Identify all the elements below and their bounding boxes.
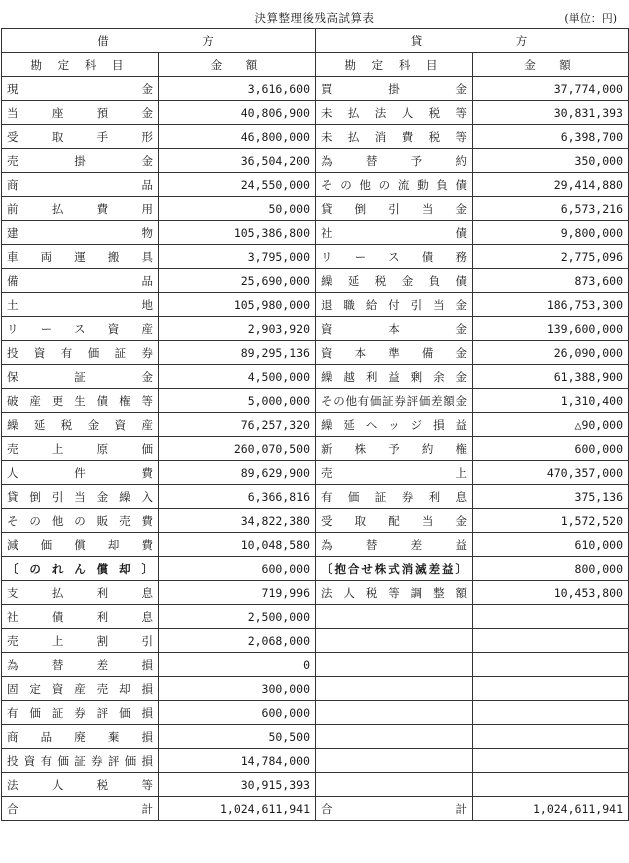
credit-account-text: 為替予約 — [321, 153, 467, 168]
debit-account — [2, 557, 159, 581]
credit-account — [316, 221, 473, 245]
table-row — [2, 125, 629, 149]
debit-amount: 36,504,200 — [159, 149, 316, 173]
credit-amount — [473, 773, 629, 797]
debit-amount: 89,295,136 — [159, 341, 316, 365]
credit-account — [316, 173, 473, 197]
debit-total-label — [2, 797, 159, 821]
debit-account — [2, 773, 159, 797]
table-row — [2, 677, 629, 701]
credit-account-text: 貸倒引当金 — [321, 201, 467, 216]
debit-account — [2, 749, 159, 773]
debit-account — [2, 317, 159, 341]
debit-amount: 300,000 — [159, 677, 316, 701]
credit-amount: 26,090,000 — [473, 341, 629, 365]
credit-account — [316, 533, 473, 557]
credit-account — [316, 197, 473, 221]
credit-amount — [473, 725, 629, 749]
credit-amount — [473, 749, 629, 773]
credit-account-text: 売上 — [321, 465, 467, 480]
credit-account-text: 繰延税金負債 — [321, 273, 467, 288]
debit-account — [2, 293, 159, 317]
debit-account-text: 減価償却費 — [7, 537, 153, 552]
debit-account-text: 法人税等 — [7, 777, 153, 792]
credit-account — [316, 317, 473, 341]
debit-account — [2, 413, 159, 437]
credit-account — [316, 149, 473, 173]
credit-amount: 30,831,393 — [473, 101, 629, 125]
debit-account-text: 建物 — [7, 225, 153, 240]
credit-account — [316, 341, 473, 365]
debit-total-amount: 1,024,611,941 — [159, 797, 316, 821]
credit-amount: 350,000 — [473, 149, 629, 173]
table-row — [2, 173, 629, 197]
debit-amount: 6,366,816 — [159, 485, 316, 509]
table-row — [2, 413, 629, 437]
credit-account-text: 〔抱合せ株式消滅差益〕 — [321, 561, 467, 576]
debit-amount: 600,000 — [159, 701, 316, 725]
debit-account-text: 投資有価証券 — [7, 345, 153, 360]
credit-amount: 186,753,300 — [473, 293, 629, 317]
debit-amount: 50,000 — [159, 197, 316, 221]
debit-amount: 2,903,920 — [159, 317, 316, 341]
credit-account — [316, 509, 473, 533]
credit-account-text: 新株予約権 — [321, 441, 467, 456]
table-row — [2, 365, 629, 389]
credit-account — [316, 749, 473, 773]
credit-account-text: 繰延ヘッジ損益 — [321, 417, 467, 432]
debit-account — [2, 389, 159, 413]
debit-account-text: 破産更生債権等 — [7, 393, 153, 408]
credit-total-label-text: 合計 — [321, 801, 467, 816]
table-row — [2, 533, 629, 557]
table-row — [2, 725, 629, 749]
credit-account — [316, 77, 473, 101]
debit-amount: 105,980,000 — [159, 293, 316, 317]
credit-amount — [473, 701, 629, 725]
table-row — [2, 701, 629, 725]
debit-amount: 4,500,000 — [159, 365, 316, 389]
table-row — [2, 389, 629, 413]
debit-account-text: 投資有価証券評価損 — [7, 753, 153, 768]
debit-side-header: 借 方 — [2, 29, 316, 53]
credit-account — [316, 125, 473, 149]
debit-account — [2, 173, 159, 197]
table-row — [2, 629, 629, 653]
debit-account-text: その他の販売費 — [7, 513, 153, 528]
credit-account-text: リース債務 — [321, 249, 467, 264]
credit-account-text: 法人税等調整額 — [321, 585, 467, 600]
credit-amount: 470,357,000 — [473, 461, 629, 485]
table-row — [2, 653, 629, 677]
debit-amount: 3,616,600 — [159, 77, 316, 101]
credit-account-text: 未払消費税等 — [321, 129, 467, 144]
debit-account — [2, 341, 159, 365]
credit-account-text: 為替差益 — [321, 537, 467, 552]
debit-account-text: 売上割引 — [7, 633, 153, 648]
debit-account-text: 商品廃棄損 — [7, 729, 153, 744]
debit-amount: 10,048,580 — [159, 533, 316, 557]
debit-account — [2, 605, 159, 629]
debit-account — [2, 437, 159, 461]
table-row — [2, 437, 629, 461]
credit-amount — [473, 629, 629, 653]
credit-amount: 2,775,096 — [473, 245, 629, 269]
debit-account — [2, 725, 159, 749]
debit-amount: 0 — [159, 653, 316, 677]
table-row — [2, 149, 629, 173]
debit-account — [2, 221, 159, 245]
table-row — [2, 581, 629, 605]
credit-account — [316, 437, 473, 461]
table-row — [2, 101, 629, 125]
credit-amount: 1,310,400 — [473, 389, 629, 413]
credit-account — [316, 581, 473, 605]
debit-account — [2, 581, 159, 605]
table-row — [2, 197, 629, 221]
table-row — [2, 77, 629, 101]
table-row — [2, 485, 629, 509]
debit-account — [2, 197, 159, 221]
credit-amount: 37,774,000 — [473, 77, 629, 101]
debit-account — [2, 509, 159, 533]
trial-balance-table — [1, 28, 629, 821]
table-row — [2, 773, 629, 797]
credit-amount: 600,000 — [473, 437, 629, 461]
table-row — [2, 557, 629, 581]
table-row — [2, 293, 629, 317]
credit-amount: 6,573,216 — [473, 197, 629, 221]
debit-account-text: リース資産 — [7, 321, 153, 336]
debit-account — [2, 101, 159, 125]
debit-account-text: 当座預金 — [7, 105, 153, 120]
debit-amount: 105,386,800 — [159, 221, 316, 245]
table-row — [2, 605, 629, 629]
credit-account-text: その他有価証券評価差額金 — [321, 393, 467, 408]
credit-account-text: 資本金 — [321, 321, 467, 336]
debit-account — [2, 653, 159, 677]
debit-account-text: 〔のれん償却〕 — [7, 561, 153, 576]
credit-account-text: 有価証券利息 — [321, 489, 467, 504]
debit-account — [2, 701, 159, 725]
debit-account-text: 前払費用 — [7, 201, 153, 216]
debit-amount: 50,500 — [159, 725, 316, 749]
debit-amount-column-header: 金 額 — [159, 53, 316, 77]
credit-account — [316, 461, 473, 485]
credit-amount — [473, 653, 629, 677]
table-row — [2, 245, 629, 269]
credit-amount: 375,136 — [473, 485, 629, 509]
credit-account — [316, 701, 473, 725]
debit-account — [2, 461, 159, 485]
debit-account-text: 土地 — [7, 297, 153, 312]
debit-account-text: 売上原価 — [7, 441, 153, 456]
debit-total-label-text: 合計 — [7, 801, 153, 816]
debit-amount: 34,822,380 — [159, 509, 316, 533]
debit-amount: 40,806,900 — [159, 101, 316, 125]
debit-account-text: 人件費 — [7, 465, 153, 480]
debit-account-text: 受取手形 — [7, 129, 153, 144]
credit-amount-column-header: 金 額 — [473, 53, 629, 77]
credit-amount: 10,453,800 — [473, 581, 629, 605]
credit-amount: △90,000 — [473, 413, 629, 437]
credit-account — [316, 413, 473, 437]
credit-account — [316, 269, 473, 293]
debit-account — [2, 365, 159, 389]
unit-label: (単位：円) — [564, 12, 617, 25]
credit-account-text: 未払法人税等 — [321, 105, 467, 120]
credit-account — [316, 485, 473, 509]
debit-amount: 89,629,900 — [159, 461, 316, 485]
debit-account-text: 車両運搬具 — [7, 249, 153, 264]
credit-amount: 6,398,700 — [473, 125, 629, 149]
credit-account — [316, 389, 473, 413]
debit-amount: 260,070,500 — [159, 437, 316, 461]
debit-account — [2, 629, 159, 653]
credit-account — [316, 245, 473, 269]
credit-amount — [473, 605, 629, 629]
credit-account — [316, 101, 473, 125]
credit-account-column-header: 勘 定 科 目 — [316, 53, 473, 77]
credit-amount — [473, 677, 629, 701]
debit-account — [2, 677, 159, 701]
credit-account-text: その他の流動負債 — [321, 177, 467, 192]
credit-side-header: 貸 方 — [316, 29, 629, 53]
credit-account — [316, 653, 473, 677]
table-row — [2, 509, 629, 533]
credit-account-text: 社債 — [321, 225, 467, 240]
debit-account-text: 支払利息 — [7, 585, 153, 600]
table-row — [2, 221, 629, 245]
debit-amount: 46,800,000 — [159, 125, 316, 149]
debit-amount: 24,550,000 — [159, 173, 316, 197]
debit-account-text: 商品 — [7, 177, 153, 192]
credit-amount: 9,800,000 — [473, 221, 629, 245]
credit-amount: 610,000 — [473, 533, 629, 557]
credit-account-text: 受取配当金 — [321, 513, 467, 528]
credit-account — [316, 725, 473, 749]
debit-account — [2, 77, 159, 101]
debit-account-text: 有価証券評価損 — [7, 705, 153, 720]
debit-amount: 3,795,000 — [159, 245, 316, 269]
debit-amount: 76,257,320 — [159, 413, 316, 437]
debit-account-text: 保証金 — [7, 369, 153, 384]
debit-account-text: 現金 — [7, 81, 153, 96]
credit-account — [316, 773, 473, 797]
debit-amount: 5,000,000 — [159, 389, 316, 413]
credit-account-text: 買掛金 — [321, 81, 467, 96]
debit-account-text: 固定資産売却損 — [7, 681, 153, 696]
debit-account — [2, 125, 159, 149]
table-row — [2, 749, 629, 773]
debit-amount: 719,996 — [159, 581, 316, 605]
credit-amount: 139,600,000 — [473, 317, 629, 341]
credit-account — [316, 677, 473, 701]
debit-amount: 25,690,000 — [159, 269, 316, 293]
credit-amount: 1,572,520 — [473, 509, 629, 533]
credit-total-amount: 1,024,611,941 — [473, 797, 629, 821]
credit-account — [316, 557, 473, 581]
debit-amount: 2,068,000 — [159, 629, 316, 653]
credit-account — [316, 365, 473, 389]
debit-amount: 30,915,393 — [159, 773, 316, 797]
table-row — [2, 269, 629, 293]
debit-account-text: 社債利息 — [7, 609, 153, 624]
debit-account — [2, 245, 159, 269]
credit-amount: 61,388,900 — [473, 365, 629, 389]
debit-amount: 600,000 — [159, 557, 316, 581]
table-row — [2, 461, 629, 485]
table-row — [2, 317, 629, 341]
credit-account — [316, 293, 473, 317]
debit-account-text: 繰延税金資産 — [7, 417, 153, 432]
debit-account-text: 為替差損 — [7, 657, 153, 672]
credit-total-label — [316, 797, 473, 821]
credit-account-text: 資本準備金 — [321, 345, 467, 360]
credit-account — [316, 629, 473, 653]
credit-amount: 873,600 — [473, 269, 629, 293]
debit-account-text: 貸倒引当金繰入 — [7, 489, 153, 504]
credit-amount: 29,414,880 — [473, 173, 629, 197]
credit-account-text: 繰越利益剰余金 — [321, 369, 467, 384]
credit-amount: 800,000 — [473, 557, 629, 581]
debit-account — [2, 533, 159, 557]
total-row — [2, 797, 629, 821]
debit-account — [2, 269, 159, 293]
page-title: 決算整理後残高試算表 — [254, 11, 375, 25]
debit-account-column-header: 勘 定 科 目 — [2, 53, 159, 77]
debit-account — [2, 485, 159, 509]
debit-account-text: 売掛金 — [7, 153, 153, 168]
debit-amount: 14,784,000 — [159, 749, 316, 773]
debit-account — [2, 149, 159, 173]
table-row — [2, 341, 629, 365]
credit-account — [316, 605, 473, 629]
debit-account-text: 備品 — [7, 273, 153, 288]
debit-amount: 2,500,000 — [159, 605, 316, 629]
credit-account-text: 退職給付引当金 — [321, 297, 467, 312]
